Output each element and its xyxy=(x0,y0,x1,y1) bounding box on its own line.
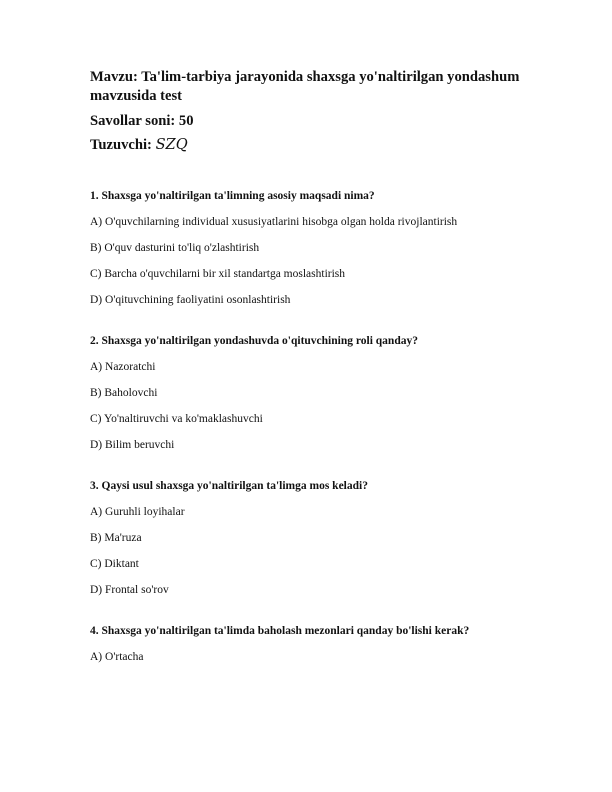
author-value: SZQ xyxy=(155,136,188,153)
question-text: 3. Qaysi usul shaxsga yo'naltirilgan ta'limga mos keladi? xyxy=(90,480,368,492)
question-text: 4. Shaxsga yo'naltirilgan ta'limda baholash mezonlari qanday bo'lishi kerak? xyxy=(90,625,470,637)
question-text: 1. Shaxsga yo'naltirilgan ta'limning asosiy maqsadi nima? xyxy=(90,190,375,202)
topic-title xyxy=(90,68,530,106)
topic-title-line-1: Mavzu: Ta'lim-tarbiya jarayonida shaxsga yo'naltirilgan yondashum xyxy=(90,69,520,85)
question-block xyxy=(90,334,530,453)
answer-option: B) O'quv dasturini to'liq o'zlashtirish xyxy=(90,242,260,254)
answer-option: D) O'qituvchining faoliyatini osonlashtirish xyxy=(90,294,291,306)
answer-option: A) Nazoratchi xyxy=(90,361,156,373)
answer-option: D) Bilim beruvchi xyxy=(90,439,175,451)
answer-option: C) Yo'naltiruvchi va ko'maklashuvchi xyxy=(90,413,263,425)
author-label: Tuzuvchi: xyxy=(90,137,156,153)
topic-title-line-2: mavzusida test xyxy=(90,88,183,104)
question-block xyxy=(90,624,530,665)
answer-option: A) O'rtacha xyxy=(90,651,144,663)
question-block xyxy=(90,189,530,308)
question-text: 2. Shaxsga yo'naltirilgan yondashuvda o'qituvchining roli qanday? xyxy=(90,335,418,347)
author-line xyxy=(90,136,530,154)
question-block xyxy=(90,479,530,598)
answer-option: A) Guruhli loyihalar xyxy=(90,506,185,518)
answer-option: C) Diktant xyxy=(90,558,139,570)
answer-option: B) Ma'ruza xyxy=(90,532,142,544)
answer-option: B) Baholovchi xyxy=(90,387,158,399)
answer-option: D) Frontal so'rov xyxy=(90,584,169,596)
answer-option: A) O'quvchilarning individual xususiyatlarini hisobga olgan holda rivojlantirish xyxy=(90,216,458,228)
question-count: Savollar soni: 50 xyxy=(90,113,194,129)
answer-option: C) Barcha o'quvchilarni bir xil standartga moslashtirish xyxy=(90,268,346,280)
document-page xyxy=(90,68,530,665)
